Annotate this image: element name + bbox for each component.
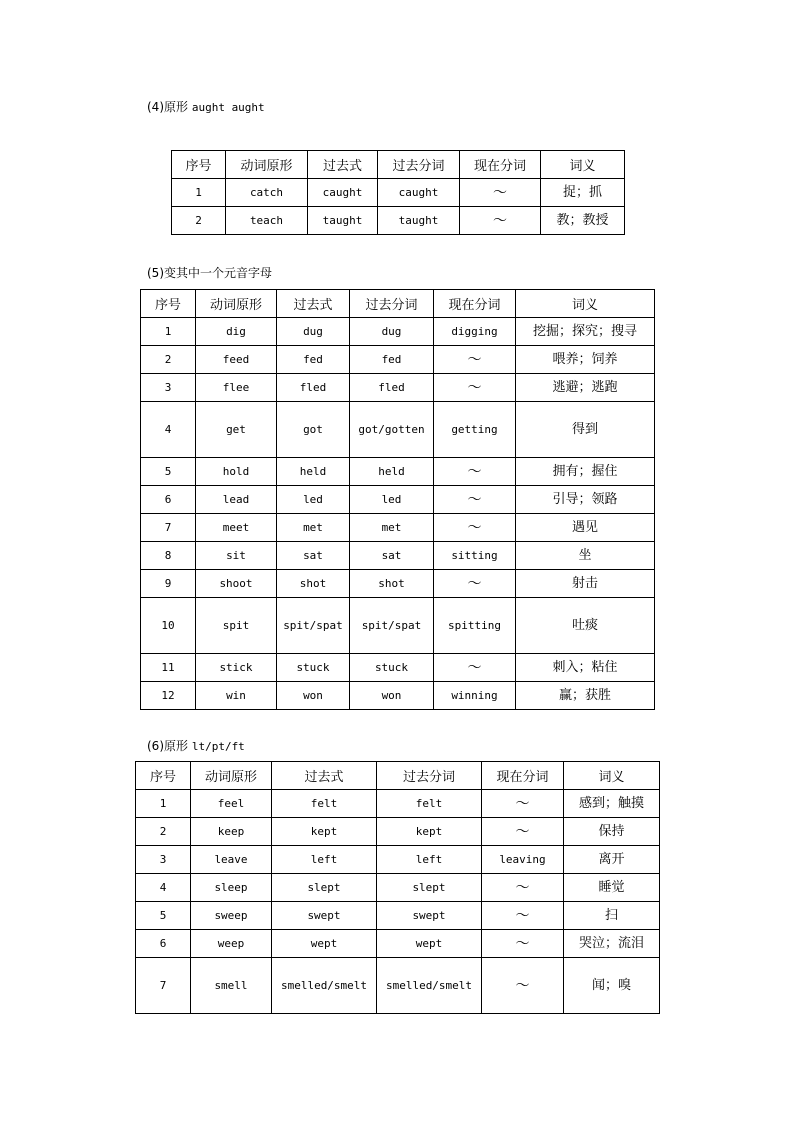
table-row: [141, 486, 655, 514]
table-header-row: [141, 290, 655, 318]
cell-index: 7: [141, 514, 196, 542]
cell-index: 2: [172, 207, 226, 235]
cell-base-form: feel: [191, 790, 272, 818]
cell-meaning: 逃避；逃跑: [516, 374, 655, 402]
cell-index: 4: [136, 874, 191, 902]
cell-present-participle: ～: [460, 179, 541, 207]
cell-present-participle: ～: [482, 902, 564, 930]
table-row: [141, 514, 655, 542]
cell-meaning: 扫: [564, 902, 660, 930]
header-meaning: 词义: [516, 290, 655, 318]
cell-present-participle: digging: [434, 318, 516, 346]
cell-meaning: 离开: [564, 846, 660, 874]
section-4-heading-num: (4)原形: [147, 100, 188, 114]
cell-past-participle: dug: [350, 318, 434, 346]
cell-past-participle: left: [377, 846, 482, 874]
table-header-row: [136, 762, 660, 790]
cell-past-tense: felt: [272, 790, 377, 818]
cell-past-tense: met: [277, 514, 350, 542]
cell-meaning: 射击: [516, 570, 655, 598]
cell-base-form: win: [196, 682, 277, 710]
header-present-participle: 现在分词: [482, 762, 564, 790]
cell-index: 3: [141, 374, 196, 402]
cell-past-tense: wept: [272, 930, 377, 958]
header-past-tense: 过去式: [272, 762, 377, 790]
table-row: [136, 846, 660, 874]
cell-past-participle: swept: [377, 902, 482, 930]
cell-base-form: spit: [196, 598, 277, 654]
section-4-heading-rest: aught aught: [191, 101, 265, 114]
header-meaning: 词义: [541, 151, 625, 179]
cell-meaning: 拥有；握住: [516, 458, 655, 486]
cell-base-form: hold: [196, 458, 277, 486]
cell-index: 1: [136, 790, 191, 818]
cell-base-form: smell: [191, 958, 272, 1014]
cell-past-participle: got/gotten: [350, 402, 434, 458]
cell-present-participle: ～: [434, 570, 516, 598]
table-row: [141, 458, 655, 486]
cell-index: 12: [141, 682, 196, 710]
cell-present-participle: ～: [482, 790, 564, 818]
cell-past-tense: held: [277, 458, 350, 486]
section-5-heading: (5)变其中一个元音字母: [147, 266, 272, 280]
cell-past-tense: led: [277, 486, 350, 514]
cell-present-participle: ～: [482, 958, 564, 1014]
table-row: [141, 318, 655, 346]
cell-index: 2: [141, 346, 196, 374]
cell-index: 1: [172, 179, 226, 207]
header-past-tense: 过去式: [277, 290, 350, 318]
cell-base-form: leave: [191, 846, 272, 874]
cell-present-participle: ～: [434, 486, 516, 514]
cell-past-tense: shot: [277, 570, 350, 598]
cell-meaning: 喂养；饲养: [516, 346, 655, 374]
cell-base-form: sleep: [191, 874, 272, 902]
cell-meaning: 得到: [516, 402, 655, 458]
cell-past-participle: met: [350, 514, 434, 542]
table-row: [172, 179, 625, 207]
section-6-table: [135, 761, 660, 1014]
header-past-participle: 过去分词: [350, 290, 434, 318]
table-row: [141, 402, 655, 458]
cell-base-form: lead: [196, 486, 277, 514]
section-6-heading-num: (6)原形: [147, 739, 188, 753]
cell-index: 9: [141, 570, 196, 598]
cell-meaning: 刺入；粘住: [516, 654, 655, 682]
table-row: [136, 958, 660, 1014]
cell-index: 7: [136, 958, 191, 1014]
header-present-participle: 现在分词: [434, 290, 516, 318]
cell-meaning: 感到；触摸: [564, 790, 660, 818]
cell-present-participle: spitting: [434, 598, 516, 654]
cell-past-participle: taught: [378, 207, 460, 235]
cell-past-participle: led: [350, 486, 434, 514]
cell-present-participle: ～: [434, 346, 516, 374]
cell-present-participle: ～: [434, 458, 516, 486]
header-past-participle: 过去分词: [377, 762, 482, 790]
cell-past-participle: caught: [378, 179, 460, 207]
header-base-form: 动词原形: [191, 762, 272, 790]
cell-index: 3: [136, 846, 191, 874]
cell-present-participle: ～: [434, 654, 516, 682]
cell-meaning: 吐痰: [516, 598, 655, 654]
cell-past-participle: kept: [377, 818, 482, 846]
cell-index: 5: [141, 458, 196, 486]
cell-past-participle: won: [350, 682, 434, 710]
cell-past-tense: fled: [277, 374, 350, 402]
table-row: [136, 818, 660, 846]
cell-past-participle: felt: [377, 790, 482, 818]
header-index: 序号: [136, 762, 191, 790]
cell-meaning: 遇见: [516, 514, 655, 542]
cell-index: 6: [136, 930, 191, 958]
header-meaning: 词义: [564, 762, 660, 790]
cell-past-tense: sat: [277, 542, 350, 570]
cell-past-participle: slept: [377, 874, 482, 902]
table-row: [141, 374, 655, 402]
table-row: [136, 874, 660, 902]
cell-base-form: meet: [196, 514, 277, 542]
table-row: [141, 598, 655, 654]
cell-index: 2: [136, 818, 191, 846]
cell-past-participle: fed: [350, 346, 434, 374]
header-past-tense: 过去式: [308, 151, 378, 179]
table-row: [141, 346, 655, 374]
section-4-heading: [147, 98, 265, 115]
cell-past-participle: stuck: [350, 654, 434, 682]
cell-index: 8: [141, 542, 196, 570]
cell-past-tense: taught: [308, 207, 378, 235]
table-row: [172, 207, 625, 235]
cell-past-tense: swept: [272, 902, 377, 930]
cell-meaning: 挖掘；探究；搜寻: [516, 318, 655, 346]
cell-present-participle: ～: [434, 514, 516, 542]
cell-index: 4: [141, 402, 196, 458]
cell-base-form: shoot: [196, 570, 277, 598]
cell-past-tense: fed: [277, 346, 350, 374]
section-6-heading-rest: lt/pt/ft: [191, 740, 245, 753]
header-index: 序号: [141, 290, 196, 318]
cell-index: 11: [141, 654, 196, 682]
cell-past-participle: spit/spat: [350, 598, 434, 654]
cell-present-participle: ～: [434, 374, 516, 402]
table-row: [141, 542, 655, 570]
cell-past-tense: got: [277, 402, 350, 458]
cell-past-participle: wept: [377, 930, 482, 958]
cell-present-participle: ～: [482, 930, 564, 958]
header-base-form: 动词原形: [196, 290, 277, 318]
cell-past-tense: kept: [272, 818, 377, 846]
cell-base-form: sit: [196, 542, 277, 570]
cell-base-form: feed: [196, 346, 277, 374]
cell-meaning: 引导；领路: [516, 486, 655, 514]
cell-past-participle: sat: [350, 542, 434, 570]
header-past-participle: 过去分词: [378, 151, 460, 179]
cell-present-participle: ～: [460, 207, 541, 235]
section-6-heading: [147, 737, 245, 754]
cell-meaning: 睡觉: [564, 874, 660, 902]
header-base-form: 动词原形: [226, 151, 308, 179]
table-row: [141, 682, 655, 710]
table-row: [136, 902, 660, 930]
cell-past-tense: caught: [308, 179, 378, 207]
cell-base-form: weep: [191, 930, 272, 958]
cell-index: 5: [136, 902, 191, 930]
cell-past-participle: fled: [350, 374, 434, 402]
cell-index: 6: [141, 486, 196, 514]
cell-past-participle: held: [350, 458, 434, 486]
cell-present-participle: leaving: [482, 846, 564, 874]
cell-base-form: stick: [196, 654, 277, 682]
cell-past-participle: shot: [350, 570, 434, 598]
cell-base-form: flee: [196, 374, 277, 402]
cell-past-tense: left: [272, 846, 377, 874]
cell-present-participle: sitting: [434, 542, 516, 570]
cell-present-participle: ～: [482, 874, 564, 902]
table-header-row: [172, 151, 625, 179]
cell-meaning: 捉；抓: [541, 179, 625, 207]
cell-past-tense: stuck: [277, 654, 350, 682]
cell-present-participle: getting: [434, 402, 516, 458]
cell-base-form: get: [196, 402, 277, 458]
table-row: [136, 930, 660, 958]
cell-past-tense: slept: [272, 874, 377, 902]
cell-meaning: 赢；获胜: [516, 682, 655, 710]
cell-past-tense: spit/spat: [277, 598, 350, 654]
table-row: [141, 570, 655, 598]
cell-base-form: sweep: [191, 902, 272, 930]
cell-past-participle: smelled/smelt: [377, 958, 482, 1014]
cell-present-participle: winning: [434, 682, 516, 710]
table-row: [141, 654, 655, 682]
cell-past-tense: dug: [277, 318, 350, 346]
section-5-table: [140, 289, 655, 710]
cell-present-participle: ～: [482, 818, 564, 846]
cell-past-tense: won: [277, 682, 350, 710]
cell-base-form: teach: [226, 207, 308, 235]
cell-index: 1: [141, 318, 196, 346]
cell-past-tense: smelled/smelt: [272, 958, 377, 1014]
cell-base-form: dig: [196, 318, 277, 346]
section-4-table: [171, 150, 625, 235]
header-index: 序号: [172, 151, 226, 179]
cell-meaning: 坐: [516, 542, 655, 570]
cell-meaning: 保持: [564, 818, 660, 846]
cell-meaning: 教；教授: [541, 207, 625, 235]
cell-index: 10: [141, 598, 196, 654]
cell-base-form: catch: [226, 179, 308, 207]
cell-meaning: 闻；嗅: [564, 958, 660, 1014]
header-present-participle: 现在分词: [460, 151, 541, 179]
cell-meaning: 哭泣；流泪: [564, 930, 660, 958]
cell-base-form: keep: [191, 818, 272, 846]
table-row: [136, 790, 660, 818]
